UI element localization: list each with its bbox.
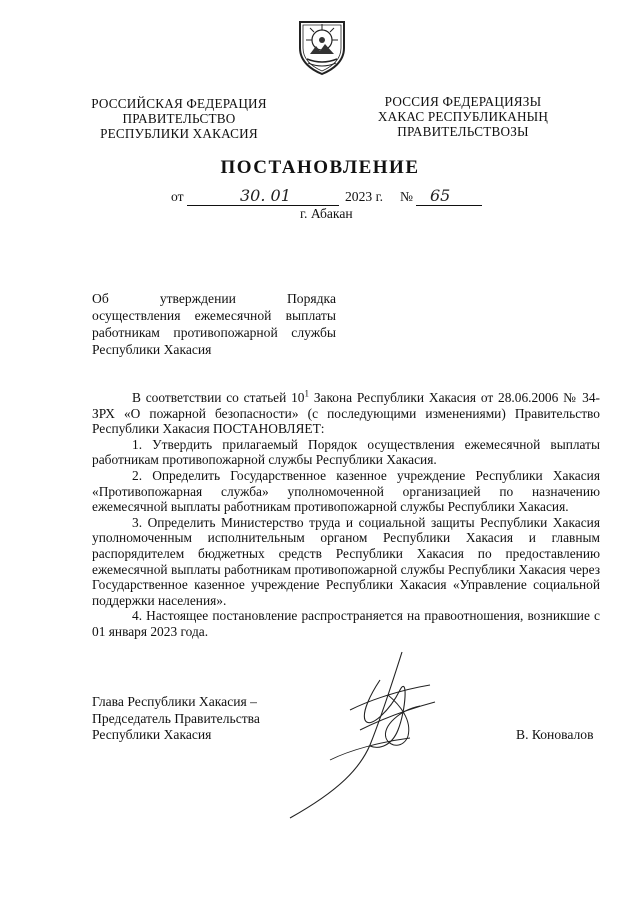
article-superscript: 1 [304,388,309,399]
subject-line-1: Об утверждении Порядка [92,291,336,306]
header-right-line-2: ХАКАС РЕСПУБЛИКАНЫҢ [377,109,549,124]
coat-of-arms-emblem [296,18,348,76]
handwritten-signature [230,650,460,820]
clause-1: 1. Утвердить прилагаемый Порядок осуществления ежемесячной выплаты работникам противопожарной службы Республики Хакасия. [92,436,600,468]
number-underline [416,205,482,206]
header-left-line-3: РЕСПУБЛИКИ ХАКАСИЯ [100,126,258,141]
handwritten-date: 30. 01 [240,186,291,205]
city-name: г. Абакан [300,206,353,221]
clause-4: 4. Настоящее постановление распространяется на правоотношения, возникшие с 01 января 2023 года. [92,608,600,639]
clause-2: 2. Определить Государственное казенное учреждение Республики Хакасия «Противопожарная служба» уполномоченной организацией по назначению ежемесячной выплаты работникам противопожарной службы Республики Хакасия. [92,467,600,515]
header-right-line-1: РОССИЯ ФЕДЕРАЦИЯЗЫ [384,94,542,109]
document-subject [92,290,336,358]
preamble-text-a: В соответствии со статьей 10 [132,390,305,405]
header-russian [88,96,270,141]
header-right-line-3: ПРАВИТЕЛЬСТВОЗЫ [397,124,529,139]
signatory-line-2: Председатель Правительства [92,710,260,726]
signatory-line-3: Республики Хакасия [92,727,212,743]
signatory-title [92,694,260,744]
header-left-line-1: РОССИЙСКАЯ ФЕДЕРАЦИЯ [91,96,267,111]
signatory-line-1: Глава Республики Хакасия – [92,694,257,709]
header-left-line-2: ПРАВИТЕЛЬСТВО [122,111,236,126]
date-from-label: от [171,189,184,204]
clause-3: 3. Определить Министерство труда и социальной защиты Республики Хакасия уполномоченным исполнительным органом Республики Хакасия и главным распорядителем бюджетных средств Республики Хакасия по предоставлению ежемесячной выплаты работникам противопожарной службы Республики Хакасия через Государственное казенное учреждение Республики Хакасия «Управление социальной поддержки населения». [92,514,600,608]
subject-line-3: работникам противопожарной службы [92,325,336,340]
preamble-paragraph [92,390,600,437]
document-body [92,390,600,640]
date-year: 2023 г. [345,189,384,204]
subject-line-2: осуществления ежемесячной выплаты [92,308,336,323]
preamble-text-b: Закона Республики Хакасия от 28.06.2006 № 34-ЗРХ «О пожарной безопасности» (с последующими изменениями) Правительство Республики Хакасия ПОСТАНОВЛЯЕТ: [92,390,600,437]
handwritten-number: 65 [430,186,451,205]
subject-line-4: Республики Хакасия [92,342,212,357]
header-khakas [372,94,554,139]
signatory-name: В. Коновалов [516,727,594,742]
document-title: ПОСТАНОВЛЕНИЕ [220,157,420,178]
number-label: № [400,189,413,204]
